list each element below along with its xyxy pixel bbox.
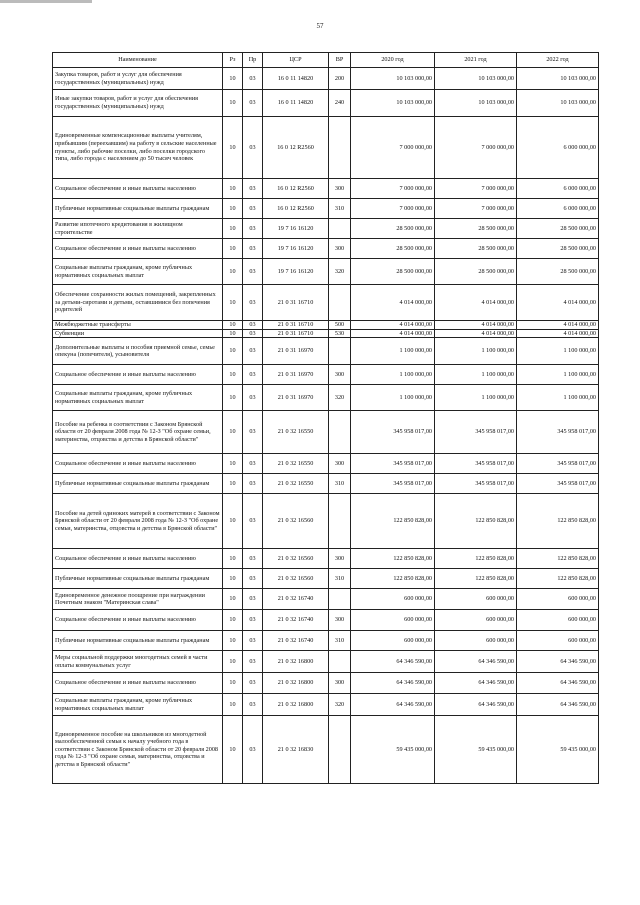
cell-csr: 21 0 32 16550 bbox=[263, 454, 329, 474]
cell-name: Меры социальной поддержки многодетных семей в части оплаты коммунальных услуг bbox=[53, 651, 223, 673]
cell-csr: 21 0 31 16710 bbox=[263, 285, 329, 321]
cell-y2022: 6 000 000,00 bbox=[517, 199, 599, 219]
cell-y2020: 345 958 017,00 bbox=[351, 411, 435, 454]
cell-csr: 21 0 32 16800 bbox=[263, 673, 329, 694]
table-header-row bbox=[53, 53, 599, 68]
cell-y2021: 7 000 000,00 bbox=[435, 117, 517, 179]
header-vr: ВР bbox=[329, 53, 351, 68]
cell-y2021: 64 346 590,00 bbox=[435, 651, 517, 673]
page-number: 57 bbox=[316, 22, 324, 30]
cell-vr bbox=[329, 219, 351, 239]
cell-y2022: 122 850 828,00 bbox=[517, 549, 599, 569]
cell-vr: 530 bbox=[329, 329, 351, 338]
cell-y2022: 6 000 000,00 bbox=[517, 117, 599, 179]
cell-y2021: 1 100 000,00 bbox=[435, 365, 517, 385]
cell-rz: 10 bbox=[223, 549, 243, 569]
cell-vr bbox=[329, 716, 351, 784]
cell-csr: 19 7 16 16120 bbox=[263, 259, 329, 285]
cell-vr: 240 bbox=[329, 90, 351, 117]
cell-y2021: 1 100 000,00 bbox=[435, 338, 517, 365]
cell-rz: 10 bbox=[223, 321, 243, 330]
cell-y2022: 1 100 000,00 bbox=[517, 385, 599, 411]
cell-pr: 03 bbox=[243, 651, 263, 673]
cell-vr: 200 bbox=[329, 68, 351, 90]
cell-pr: 03 bbox=[243, 117, 263, 179]
scan-edge-mark bbox=[0, 0, 92, 3]
cell-csr: 21 0 32 16550 bbox=[263, 474, 329, 494]
cell-rz: 10 bbox=[223, 610, 243, 631]
cell-y2021: 345 958 017,00 bbox=[435, 411, 517, 454]
table-row bbox=[53, 259, 599, 285]
header-2021: 2021 год bbox=[435, 53, 517, 68]
table-row bbox=[53, 411, 599, 454]
cell-y2021: 122 850 828,00 bbox=[435, 549, 517, 569]
table-row bbox=[53, 673, 599, 694]
table-row bbox=[53, 494, 599, 549]
cell-name: Субвенции bbox=[53, 329, 223, 338]
table-row bbox=[53, 385, 599, 411]
cell-pr: 03 bbox=[243, 219, 263, 239]
cell-csr: 21 0 32 16800 bbox=[263, 694, 329, 716]
cell-csr: 21 0 32 16740 bbox=[263, 631, 329, 651]
cell-rz: 10 bbox=[223, 68, 243, 90]
header-name: Наименование bbox=[53, 53, 223, 68]
cell-pr: 03 bbox=[243, 321, 263, 330]
cell-csr: 21 0 31 16710 bbox=[263, 321, 329, 330]
cell-csr: 21 0 32 16560 bbox=[263, 494, 329, 549]
header-pr: Пр bbox=[243, 53, 263, 68]
cell-csr: 21 0 32 16560 bbox=[263, 569, 329, 589]
cell-y2020: 4 014 000,00 bbox=[351, 321, 435, 330]
cell-vr: 500 bbox=[329, 321, 351, 330]
cell-rz: 10 bbox=[223, 199, 243, 219]
cell-y2022: 345 958 017,00 bbox=[517, 474, 599, 494]
cell-name: Социальное обеспечение и иные выплаты населению bbox=[53, 610, 223, 631]
cell-name: Социальные выплаты гражданам, кроме публичных нормативных социальных выплат bbox=[53, 259, 223, 285]
cell-y2022: 122 850 828,00 bbox=[517, 494, 599, 549]
table-row bbox=[53, 716, 599, 784]
cell-y2020: 28 500 000,00 bbox=[351, 219, 435, 239]
table-row bbox=[53, 68, 599, 90]
cell-y2022: 1 100 000,00 bbox=[517, 338, 599, 365]
cell-name: Развитие ипотечного кредитования в жилищном строительстве bbox=[53, 219, 223, 239]
cell-rz: 10 bbox=[223, 411, 243, 454]
cell-y2021: 64 346 590,00 bbox=[435, 694, 517, 716]
table-row bbox=[53, 239, 599, 259]
cell-csr: 19 7 16 16120 bbox=[263, 239, 329, 259]
cell-y2022: 345 958 017,00 bbox=[517, 411, 599, 454]
cell-y2022: 64 346 590,00 bbox=[517, 694, 599, 716]
cell-name: Пособие на детей одиноких матерей в соответствии с Законом Брянской области от 20 февраля 2008 года № 12-З "Об охране семьи, материнства, отцовства и детства в Брянской области" bbox=[53, 494, 223, 549]
cell-y2022: 10 103 000,00 bbox=[517, 90, 599, 117]
table-row bbox=[53, 365, 599, 385]
table-row bbox=[53, 117, 599, 179]
cell-vr: 310 bbox=[329, 569, 351, 589]
cell-rz: 10 bbox=[223, 179, 243, 199]
cell-csr: 16 0 12 R2560 bbox=[263, 179, 329, 199]
cell-y2022: 59 435 000,00 bbox=[517, 716, 599, 784]
table-row bbox=[53, 610, 599, 631]
cell-y2020: 600 000,00 bbox=[351, 589, 435, 610]
cell-y2020: 7 000 000,00 bbox=[351, 199, 435, 219]
cell-pr: 03 bbox=[243, 694, 263, 716]
table-row bbox=[53, 651, 599, 673]
cell-name: Социальное обеспечение и иные выплаты населению bbox=[53, 549, 223, 569]
cell-csr: 19 7 16 16120 bbox=[263, 219, 329, 239]
cell-pr: 03 bbox=[243, 68, 263, 90]
cell-y2022: 345 958 017,00 bbox=[517, 454, 599, 474]
cell-rz: 10 bbox=[223, 385, 243, 411]
budget-table bbox=[52, 52, 599, 784]
cell-pr: 03 bbox=[243, 494, 263, 549]
cell-pr: 03 bbox=[243, 259, 263, 285]
cell-y2022: 28 500 000,00 bbox=[517, 239, 599, 259]
cell-name: Социальное обеспечение и иные выплаты населению bbox=[53, 673, 223, 694]
cell-name: Дополнительные выплаты и пособия приемной семье, семье опекуна (попечителя), усыновителя bbox=[53, 338, 223, 365]
cell-vr: 300 bbox=[329, 365, 351, 385]
cell-name: Публичные нормативные социальные выплаты гражданам bbox=[53, 199, 223, 219]
cell-pr: 03 bbox=[243, 90, 263, 117]
table-row bbox=[53, 199, 599, 219]
cell-name: Публичные нормативные социальные выплаты гражданам bbox=[53, 569, 223, 589]
cell-vr bbox=[329, 494, 351, 549]
table-row bbox=[53, 454, 599, 474]
cell-y2021: 4 014 000,00 bbox=[435, 321, 517, 330]
cell-y2022: 600 000,00 bbox=[517, 589, 599, 610]
cell-y2021: 7 000 000,00 bbox=[435, 199, 517, 219]
cell-pr: 03 bbox=[243, 631, 263, 651]
cell-csr: 21 0 32 16740 bbox=[263, 610, 329, 631]
cell-rz: 10 bbox=[223, 694, 243, 716]
cell-y2020: 28 500 000,00 bbox=[351, 239, 435, 259]
cell-rz: 10 bbox=[223, 219, 243, 239]
cell-y2021: 59 435 000,00 bbox=[435, 716, 517, 784]
cell-pr: 03 bbox=[243, 365, 263, 385]
cell-rz: 10 bbox=[223, 454, 243, 474]
cell-name: Межбюджетные трансферты bbox=[53, 321, 223, 330]
cell-vr bbox=[329, 117, 351, 179]
table-row bbox=[53, 338, 599, 365]
cell-y2020: 122 850 828,00 bbox=[351, 494, 435, 549]
cell-y2020: 122 850 828,00 bbox=[351, 549, 435, 569]
cell-y2020: 7 000 000,00 bbox=[351, 117, 435, 179]
cell-csr: 16 0 12 R2560 bbox=[263, 117, 329, 179]
cell-csr: 21 0 32 16550 bbox=[263, 411, 329, 454]
cell-y2021: 600 000,00 bbox=[435, 589, 517, 610]
cell-name: Социальное обеспечение и иные выплаты населению bbox=[53, 365, 223, 385]
cell-csr: 16 0 11 14820 bbox=[263, 90, 329, 117]
cell-y2020: 345 958 017,00 bbox=[351, 454, 435, 474]
cell-y2020: 64 346 590,00 bbox=[351, 651, 435, 673]
table-row bbox=[53, 285, 599, 321]
cell-y2022: 28 500 000,00 bbox=[517, 219, 599, 239]
cell-name: Единовременное денежное поощрение при награждении Почетным знаком "Материнская слава" bbox=[53, 589, 223, 610]
cell-y2020: 122 850 828,00 bbox=[351, 569, 435, 589]
header-2020: 2020 год bbox=[351, 53, 435, 68]
cell-y2022: 10 103 000,00 bbox=[517, 68, 599, 90]
cell-rz: 10 bbox=[223, 631, 243, 651]
cell-pr: 03 bbox=[243, 199, 263, 219]
cell-pr: 03 bbox=[243, 549, 263, 569]
cell-y2021: 600 000,00 bbox=[435, 631, 517, 651]
cell-name: Социальное обеспечение и иные выплаты населению bbox=[53, 454, 223, 474]
cell-y2021: 600 000,00 bbox=[435, 610, 517, 631]
cell-y2022: 4 014 000,00 bbox=[517, 329, 599, 338]
cell-vr: 300 bbox=[329, 673, 351, 694]
cell-pr: 03 bbox=[243, 239, 263, 259]
cell-y2020: 64 346 590,00 bbox=[351, 694, 435, 716]
cell-rz: 10 bbox=[223, 716, 243, 784]
cell-csr: 21 0 31 16970 bbox=[263, 338, 329, 365]
cell-name: Единовременное пособие на школьников из многодетной малообеспеченной семьи к началу учебного года в соответствии с Законом Брянской области от 20 февраля 2008 года № 12-З "Об охране семьи, материнства, отцовства и детства в Брянской области" bbox=[53, 716, 223, 784]
cell-rz: 10 bbox=[223, 259, 243, 285]
cell-y2021: 7 000 000,00 bbox=[435, 179, 517, 199]
cell-name: Социальные выплаты гражданам, кроме публичных нормативных социальных выплат bbox=[53, 694, 223, 716]
cell-y2021: 10 103 000,00 bbox=[435, 90, 517, 117]
cell-vr: 320 bbox=[329, 259, 351, 285]
cell-rz: 10 bbox=[223, 90, 243, 117]
cell-name: Публичные нормативные социальные выплаты гражданам bbox=[53, 474, 223, 494]
cell-vr: 310 bbox=[329, 631, 351, 651]
cell-name: Обеспечение сохранности жилых помещений, закрепленных за детьми-сиротами и детьми, оставшимися без попечения родителей bbox=[53, 285, 223, 321]
cell-y2022: 4 014 000,00 bbox=[517, 285, 599, 321]
cell-y2021: 28 500 000,00 bbox=[435, 219, 517, 239]
cell-y2021: 4 014 000,00 bbox=[435, 285, 517, 321]
header-rz: Рз bbox=[223, 53, 243, 68]
cell-y2020: 28 500 000,00 bbox=[351, 259, 435, 285]
header-2022: 2022 год bbox=[517, 53, 599, 68]
cell-y2021: 10 103 000,00 bbox=[435, 68, 517, 90]
cell-y2022: 600 000,00 bbox=[517, 610, 599, 631]
cell-name: Закупка товаров, работ и услуг для обеспечения государственных (муниципальных) нужд bbox=[53, 68, 223, 90]
cell-vr: 320 bbox=[329, 694, 351, 716]
cell-pr: 03 bbox=[243, 716, 263, 784]
cell-y2020: 4 014 000,00 bbox=[351, 329, 435, 338]
cell-y2020: 600 000,00 bbox=[351, 610, 435, 631]
cell-name: Социальное обеспечение и иные выплаты населению bbox=[53, 239, 223, 259]
table-row bbox=[53, 631, 599, 651]
cell-y2022: 64 346 590,00 bbox=[517, 673, 599, 694]
cell-vr bbox=[329, 411, 351, 454]
cell-y2021: 4 014 000,00 bbox=[435, 329, 517, 338]
cell-y2020: 1 100 000,00 bbox=[351, 385, 435, 411]
cell-rz: 10 bbox=[223, 338, 243, 365]
cell-name: Социальные выплаты гражданам, кроме публичных нормативных социальных выплат bbox=[53, 385, 223, 411]
cell-csr: 21 0 31 16710 bbox=[263, 329, 329, 338]
cell-pr: 03 bbox=[243, 589, 263, 610]
cell-csr: 21 0 31 16970 bbox=[263, 385, 329, 411]
table-row bbox=[53, 219, 599, 239]
cell-vr: 300 bbox=[329, 549, 351, 569]
cell-pr: 03 bbox=[243, 454, 263, 474]
cell-name: Единовременные компенсационные выплаты учителям, прибывшим (переехавшим) на работу в сельские населенные пункты, либо рабочие поселки, либо поселки городского типа, либо города с населением до 50 тысяч человек bbox=[53, 117, 223, 179]
cell-vr: 300 bbox=[329, 239, 351, 259]
cell-vr bbox=[329, 285, 351, 321]
table-row bbox=[53, 589, 599, 610]
cell-vr bbox=[329, 338, 351, 365]
cell-csr: 21 0 32 16560 bbox=[263, 549, 329, 569]
cell-pr: 03 bbox=[243, 610, 263, 631]
cell-y2020: 4 014 000,00 bbox=[351, 285, 435, 321]
cell-pr: 03 bbox=[243, 179, 263, 199]
cell-rz: 10 bbox=[223, 474, 243, 494]
cell-pr: 03 bbox=[243, 285, 263, 321]
table-row bbox=[53, 329, 599, 338]
cell-y2020: 345 958 017,00 bbox=[351, 474, 435, 494]
cell-y2022: 28 500 000,00 bbox=[517, 259, 599, 285]
cell-csr: 16 0 12 R2560 bbox=[263, 199, 329, 219]
cell-csr: 21 0 32 16830 bbox=[263, 716, 329, 784]
table-row bbox=[53, 321, 599, 330]
cell-y2022: 122 850 828,00 bbox=[517, 569, 599, 589]
cell-name: Пособие на ребенка в соответствии с Законом Брянской области от 20 февраля 2008 года № 12-З "Об охране семьи, материнства, отцовства и детства в Брянской области" bbox=[53, 411, 223, 454]
cell-y2022: 6 000 000,00 bbox=[517, 179, 599, 199]
cell-y2020: 10 103 000,00 bbox=[351, 68, 435, 90]
cell-y2020: 59 435 000,00 bbox=[351, 716, 435, 784]
cell-y2021: 28 500 000,00 bbox=[435, 259, 517, 285]
cell-pr: 03 bbox=[243, 474, 263, 494]
cell-vr: 300 bbox=[329, 454, 351, 474]
table-row bbox=[53, 569, 599, 589]
cell-name: Публичные нормативные социальные выплаты гражданам bbox=[53, 631, 223, 651]
cell-csr: 21 0 32 16800 bbox=[263, 651, 329, 673]
cell-y2021: 1 100 000,00 bbox=[435, 385, 517, 411]
cell-y2022: 64 346 590,00 bbox=[517, 651, 599, 673]
cell-y2022: 1 100 000,00 bbox=[517, 365, 599, 385]
cell-rz: 10 bbox=[223, 569, 243, 589]
cell-y2020: 64 346 590,00 bbox=[351, 673, 435, 694]
header-csr: ЦСР bbox=[263, 53, 329, 68]
table-row bbox=[53, 549, 599, 569]
cell-pr: 03 bbox=[243, 411, 263, 454]
cell-rz: 10 bbox=[223, 117, 243, 179]
cell-rz: 10 bbox=[223, 651, 243, 673]
cell-vr: 300 bbox=[329, 179, 351, 199]
cell-rz: 10 bbox=[223, 285, 243, 321]
cell-vr: 310 bbox=[329, 199, 351, 219]
cell-rz: 10 bbox=[223, 329, 243, 338]
cell-y2020: 1 100 000,00 bbox=[351, 338, 435, 365]
cell-y2022: 4 014 000,00 bbox=[517, 321, 599, 330]
cell-csr: 21 0 31 16970 bbox=[263, 365, 329, 385]
cell-y2021: 345 958 017,00 bbox=[435, 474, 517, 494]
cell-pr: 03 bbox=[243, 385, 263, 411]
table-row bbox=[53, 90, 599, 117]
table-row bbox=[53, 179, 599, 199]
cell-y2021: 122 850 828,00 bbox=[435, 569, 517, 589]
cell-y2021: 64 346 590,00 bbox=[435, 673, 517, 694]
cell-pr: 03 bbox=[243, 338, 263, 365]
cell-rz: 10 bbox=[223, 494, 243, 549]
cell-vr: 300 bbox=[329, 610, 351, 631]
cell-y2021: 28 500 000,00 bbox=[435, 239, 517, 259]
cell-rz: 10 bbox=[223, 239, 243, 259]
cell-rz: 10 bbox=[223, 365, 243, 385]
cell-name: Иные закупки товаров, работ и услуг для обеспечения государственных (муниципальных) нужд bbox=[53, 90, 223, 117]
cell-vr bbox=[329, 651, 351, 673]
cell-pr: 03 bbox=[243, 329, 263, 338]
cell-vr: 310 bbox=[329, 474, 351, 494]
cell-rz: 10 bbox=[223, 589, 243, 610]
cell-pr: 03 bbox=[243, 569, 263, 589]
cell-vr bbox=[329, 589, 351, 610]
cell-y2022: 600 000,00 bbox=[517, 631, 599, 651]
table-row bbox=[53, 474, 599, 494]
cell-pr: 03 bbox=[243, 673, 263, 694]
cell-y2020: 600 000,00 bbox=[351, 631, 435, 651]
cell-y2021: 122 850 828,00 bbox=[435, 494, 517, 549]
table-row bbox=[53, 694, 599, 716]
cell-vr: 320 bbox=[329, 385, 351, 411]
cell-y2021: 345 958 017,00 bbox=[435, 454, 517, 474]
cell-rz: 10 bbox=[223, 673, 243, 694]
cell-csr: 21 0 32 16740 bbox=[263, 589, 329, 610]
cell-csr: 16 0 11 14820 bbox=[263, 68, 329, 90]
cell-y2020: 7 000 000,00 bbox=[351, 179, 435, 199]
cell-name: Социальное обеспечение и иные выплаты населению bbox=[53, 179, 223, 199]
cell-y2020: 1 100 000,00 bbox=[351, 365, 435, 385]
cell-y2020: 10 103 000,00 bbox=[351, 90, 435, 117]
